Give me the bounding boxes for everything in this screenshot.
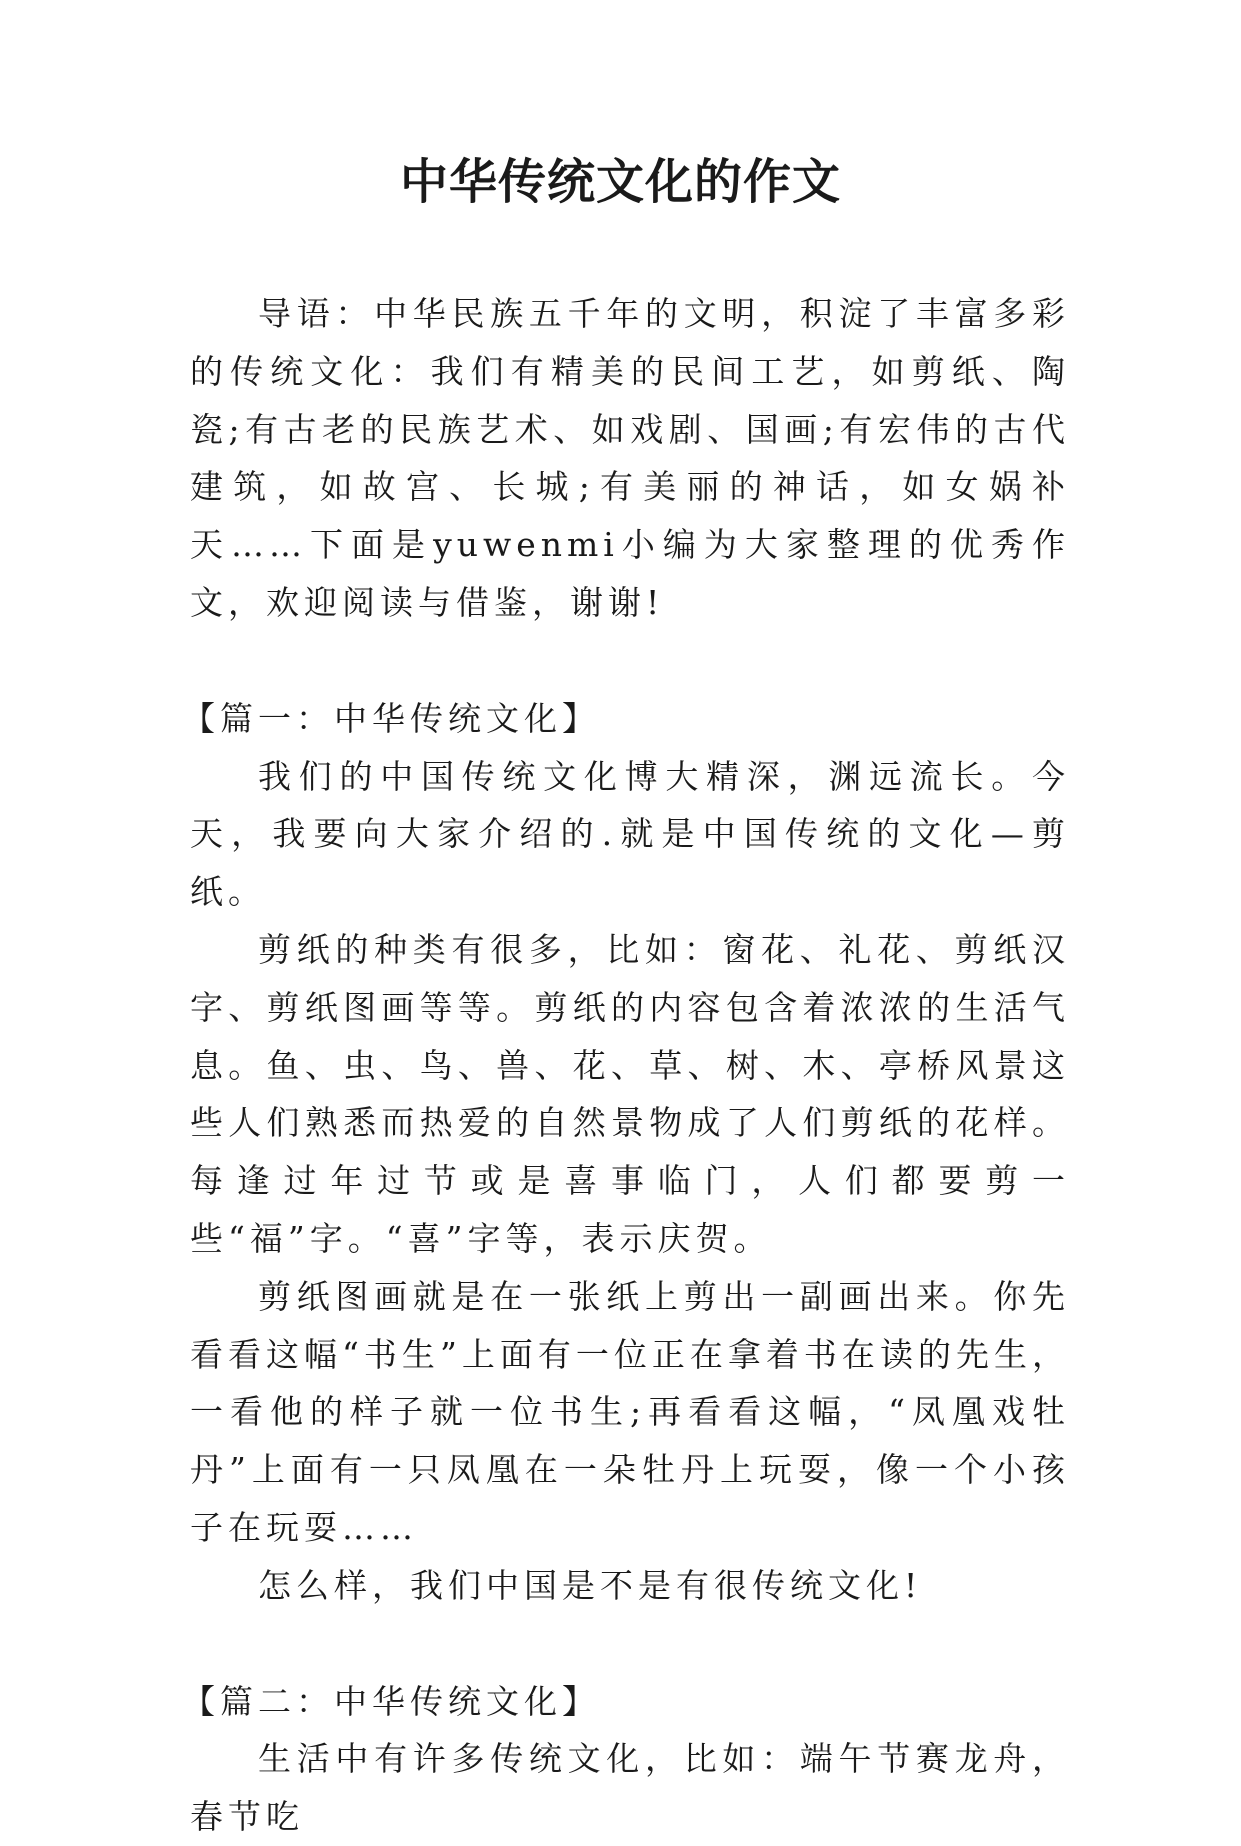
section-1-paragraph-2: 剪纸的种类有很多，比如：窗花、礼花、剪纸汉字、剪纸图画等等。剪纸的内容包含着浓浓的生活气息。鱼、虫、鸟、兽、花、草、树、木、亭桥风景这些人们熟悉而热爱的自然景物成了人们剪纸的花样。每逢过年过节或是喜事临门，人们都要剪一些“福”字。“喜”字等，表示庆贺。 <box>190 929 1070 1258</box>
intro-paragraph: 导语：中华民族五千年的文明，积淀了丰富多彩的传统文化：我们有精美的民间工艺，如剪纸、陶瓷;有古老的民族艺术、如戏剧、国画;有宏伟的古代建筑，如故宫、长城;有美丽的神话，如女娲补天……下面是yuwenmi小编为大家整理的优秀作文，欢迎阅读与借鉴，谢谢! <box>190 294 1070 622</box>
section-heading-2: 【篇二：中华传统文化】 <box>182 1681 600 1721</box>
section-2-paragraph-1: 生活中有许多传统文化，比如：端午节赛龙舟，春节吃 <box>190 1739 1070 1837</box>
section-1-paragraph-4: 怎么样，我们中国是不是有很传统文化! <box>258 1565 923 1605</box>
section-1-paragraph-1: 我们的中国传统文化博大精深，渊远流长。今天，我要向大家介绍的.就是中国传统的文化—剪纸。 <box>190 756 1070 912</box>
section-heading-1: 【篇一：中华传统文化】 <box>182 698 600 738</box>
document-body <box>182 285 1070 1846</box>
spacer <box>190 1615 1070 1673</box>
spacer <box>190 632 1070 690</box>
section-1-paragraph-3: 剪纸图画就是在一张纸上剪出一副画出来。你先看看这幅“书生”上面有一位正在拿着书在读的先生，一看他的样子就一位书生;再看看这幅，“凤凰戏牡丹”上面有一只凤凰在一朵牡丹上玩耍，像一个小孩子在玩耍…… <box>190 1276 1070 1547</box>
document-title: 中华传统文化的作文 <box>399 154 841 210</box>
